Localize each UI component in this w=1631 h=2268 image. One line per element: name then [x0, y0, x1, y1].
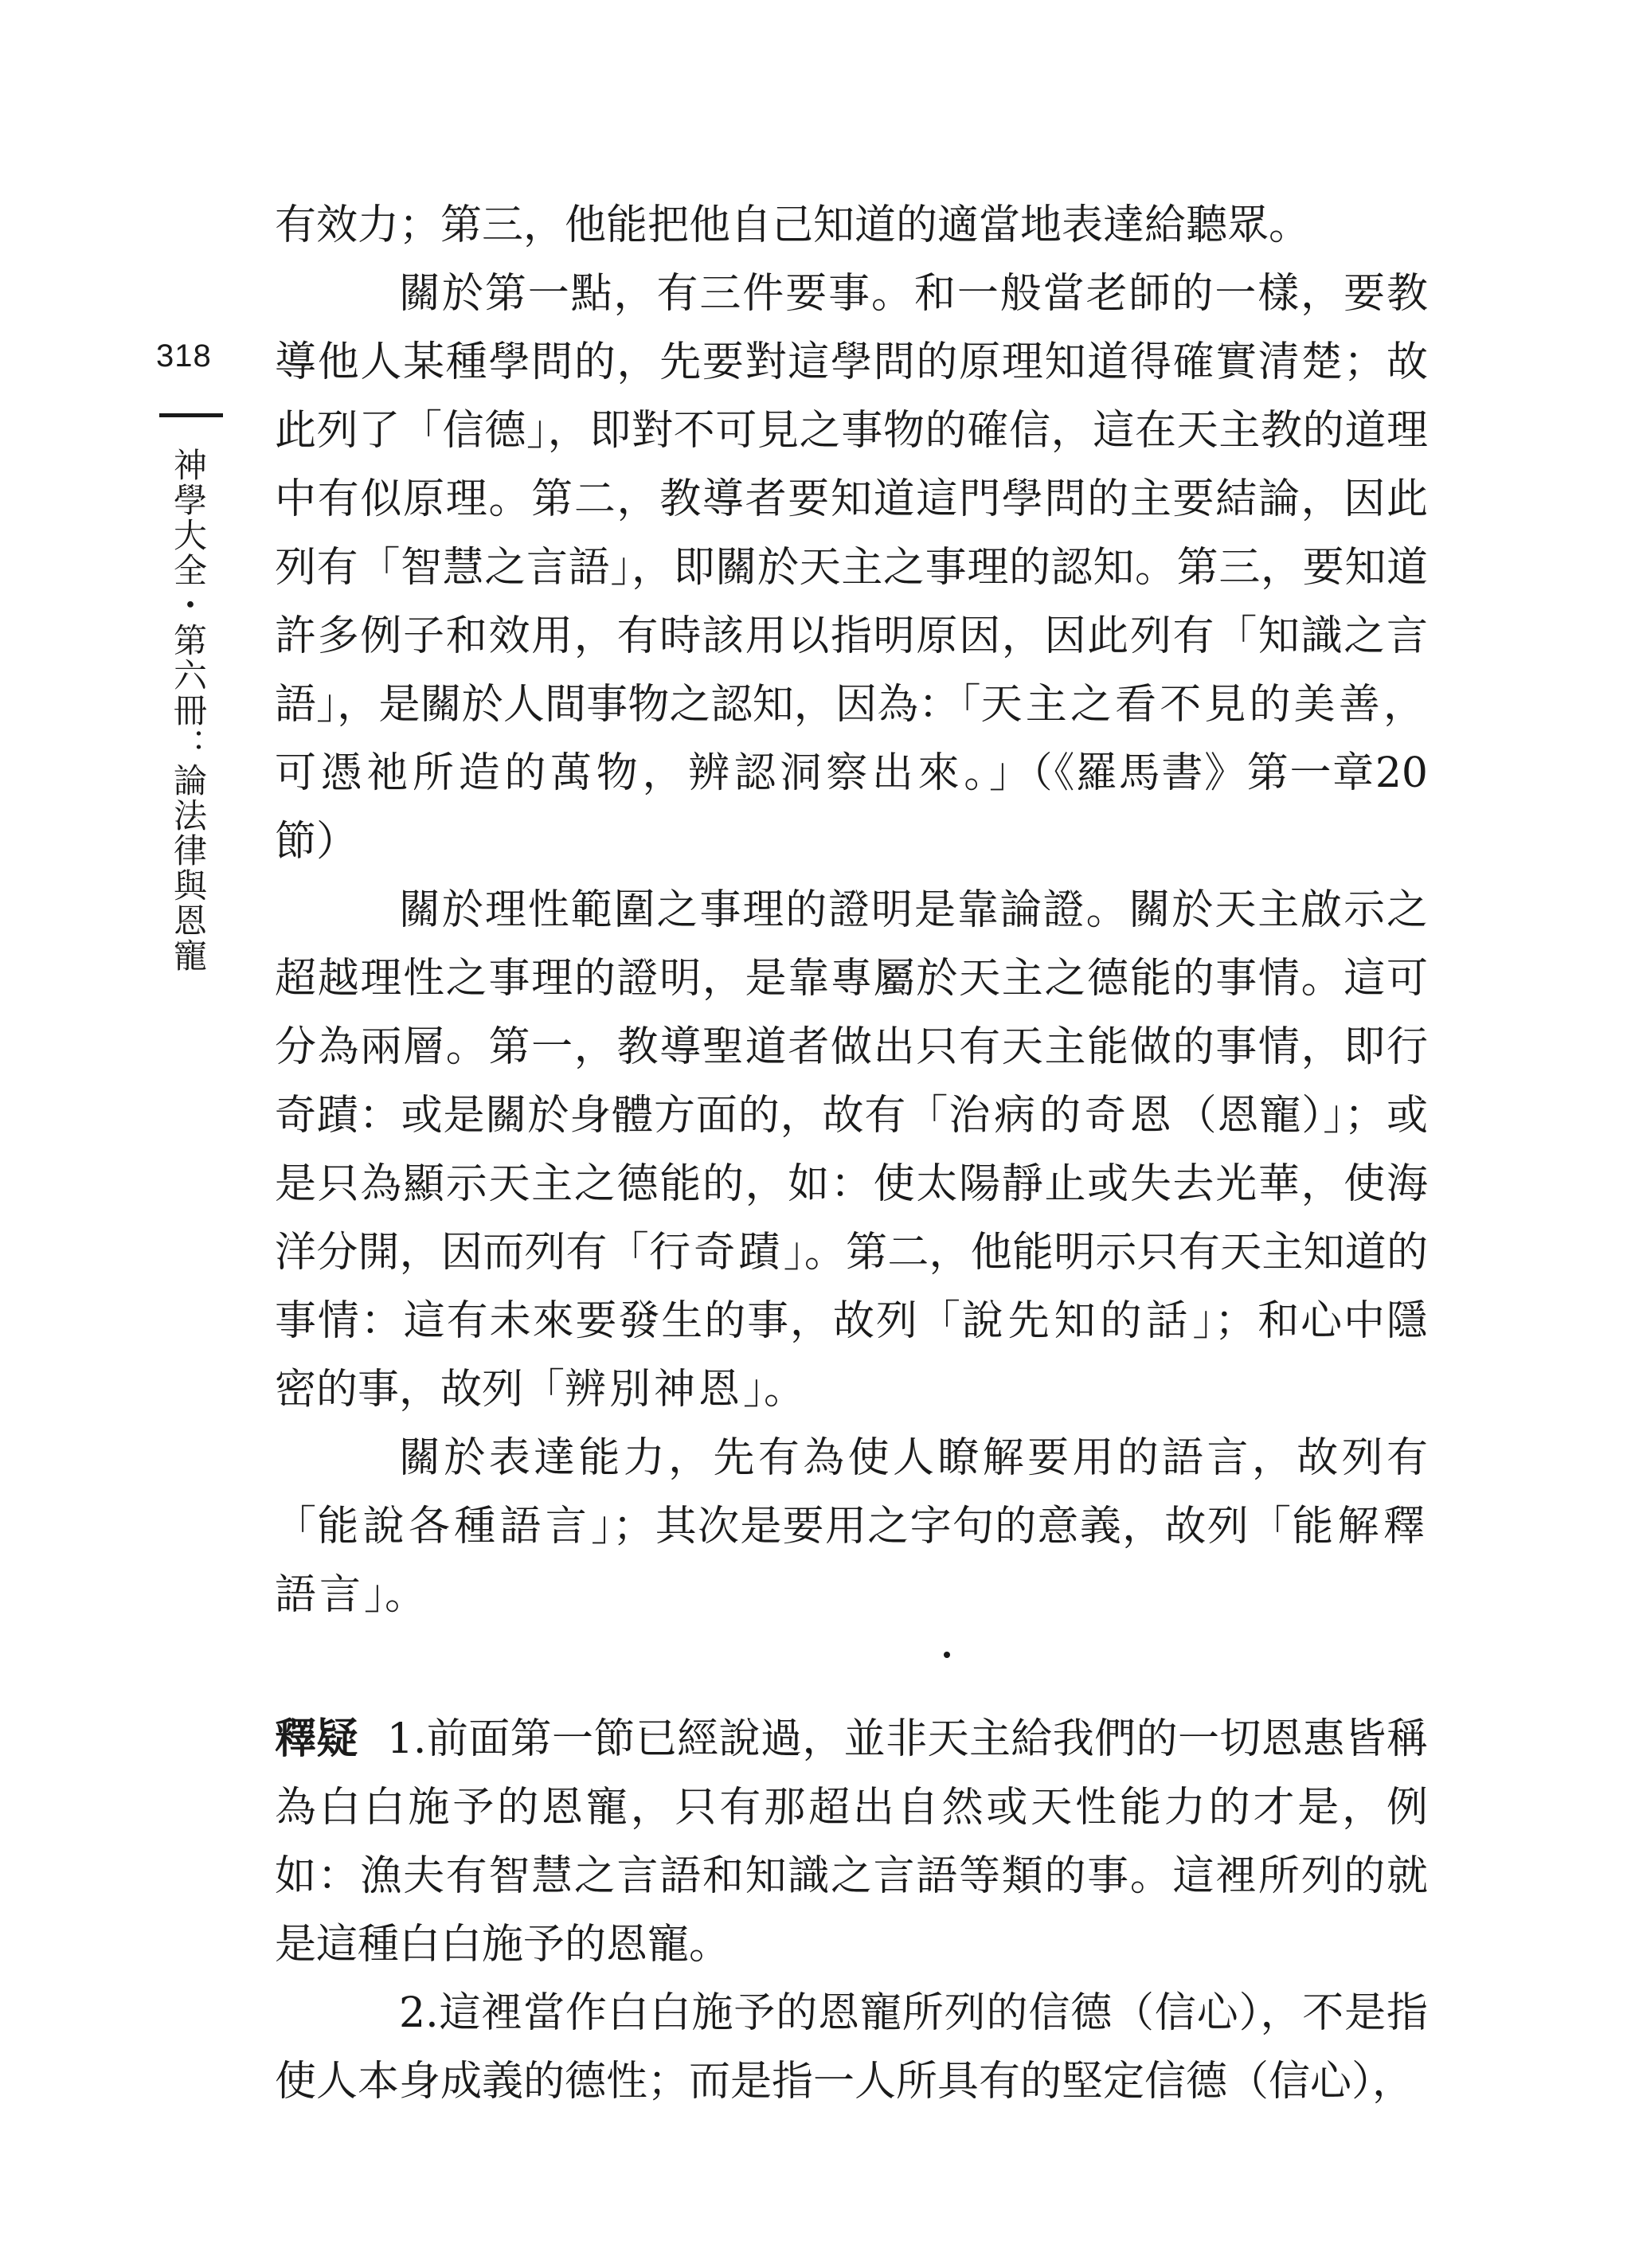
paragraph-4 — [275, 1424, 1428, 1629]
text-run: 有效力；第三，他能把他自己知道的適當地表達給聽眾。 — [275, 201, 1311, 249]
paragraph-3 — [275, 876, 1428, 1424]
reply-label: 釋疑 — [275, 1715, 358, 1763]
gift-name: 行奇蹟 — [649, 1229, 784, 1277]
text-run: 」。第二，他能明示只有天主知道的事情：這有未來要發生的事，故列「 — [275, 1229, 1428, 1345]
text-run: 」（《羅馬書》第一章20節） — [275, 749, 1428, 866]
text-run: 關於表達能力，先有為使人瞭解要用的語言，故列有「 — [275, 1434, 1428, 1550]
gift-name: 能解釋語言 — [275, 1503, 1428, 1619]
scripture-quote: 天主之看不見的美善，可憑祂所造的萬物，辨認洞察出來。 — [275, 681, 1428, 797]
gift-name: 治病的奇恩 — [948, 1092, 1175, 1140]
paragraph-2 — [275, 260, 1428, 876]
divider-dot — [944, 1652, 950, 1658]
text-run: 關於理性範圍之事理的證明是靠論證。關於天主啟示之超越理性之事理的證明，是靠專屬於天主之德能的事情。這可分為兩層。第一，教導聖道者做出只有天主能做的事情，即行奇蹟：或是關於身體方面的，故有「 — [275, 886, 1428, 1140]
section-divider — [275, 1629, 1428, 1705]
margin-rule — [159, 413, 223, 417]
text-run: 」。 — [364, 1571, 427, 1619]
reply-paragraph-2 — [275, 1979, 1428, 2116]
text-run: 2.這裡當作白白施予的恩寵所列的信德（信心），不是指使人本身成義的德性；而是指一人所具有的堅定信德（信心）， — [275, 1989, 1428, 2106]
text-run: （恩寵）」；或是只為顯示天主之德能的，如：使太陽靜止或失去光華，使海洋分開，因而列有「 — [275, 1092, 1428, 1277]
text-run: 」；和心中隱密的事，故列「 — [275, 1297, 1428, 1414]
paragraph-1 — [275, 191, 1428, 260]
gift-name: 能說各種語言 — [317, 1503, 592, 1550]
body-text — [275, 191, 1428, 2116]
page-number: 318 — [156, 338, 212, 373]
text-run: 關於第一點，有三件要事。和一般當老師的一樣，要教導他人某種學問的，先要對這學問的原理知道得確實清楚；故此列了「信德」，即對不可見之事物的確信，這在天主教的道理中有似原理。第二，教導者要知道這門學問的主要結論，因此列有「智慧之言語」，即關於天主之事理的認知。第三，要知道許多例子和效用，有時該用以指明原因，因此列有「知識之言語」，是關於人間事物之認知，因為：「 — [275, 270, 1428, 729]
gift-name: 說先知的話 — [961, 1297, 1193, 1345]
gift-name: 辨別神恩 — [565, 1366, 744, 1414]
reply-paragraph-1 — [275, 1705, 1428, 1979]
text-run: 1.前面第一節已經說過，並非天主給我們的一切恩惠皆稱為白白施予的恩寵，只有那超出自然或天性能力的才是，例如：漁夫有智慧之言語和知識之言語等類的事。這裡所列的就是這種白白施予的恩寵。 — [275, 1715, 1428, 1969]
text-run: 」；其次是要用之字句的意義，故列「 — [591, 1503, 1293, 1550]
running-head: 神學大全・第六冊：論法律與恩寵 — [169, 448, 208, 973]
text-run: 」。 — [743, 1366, 806, 1414]
